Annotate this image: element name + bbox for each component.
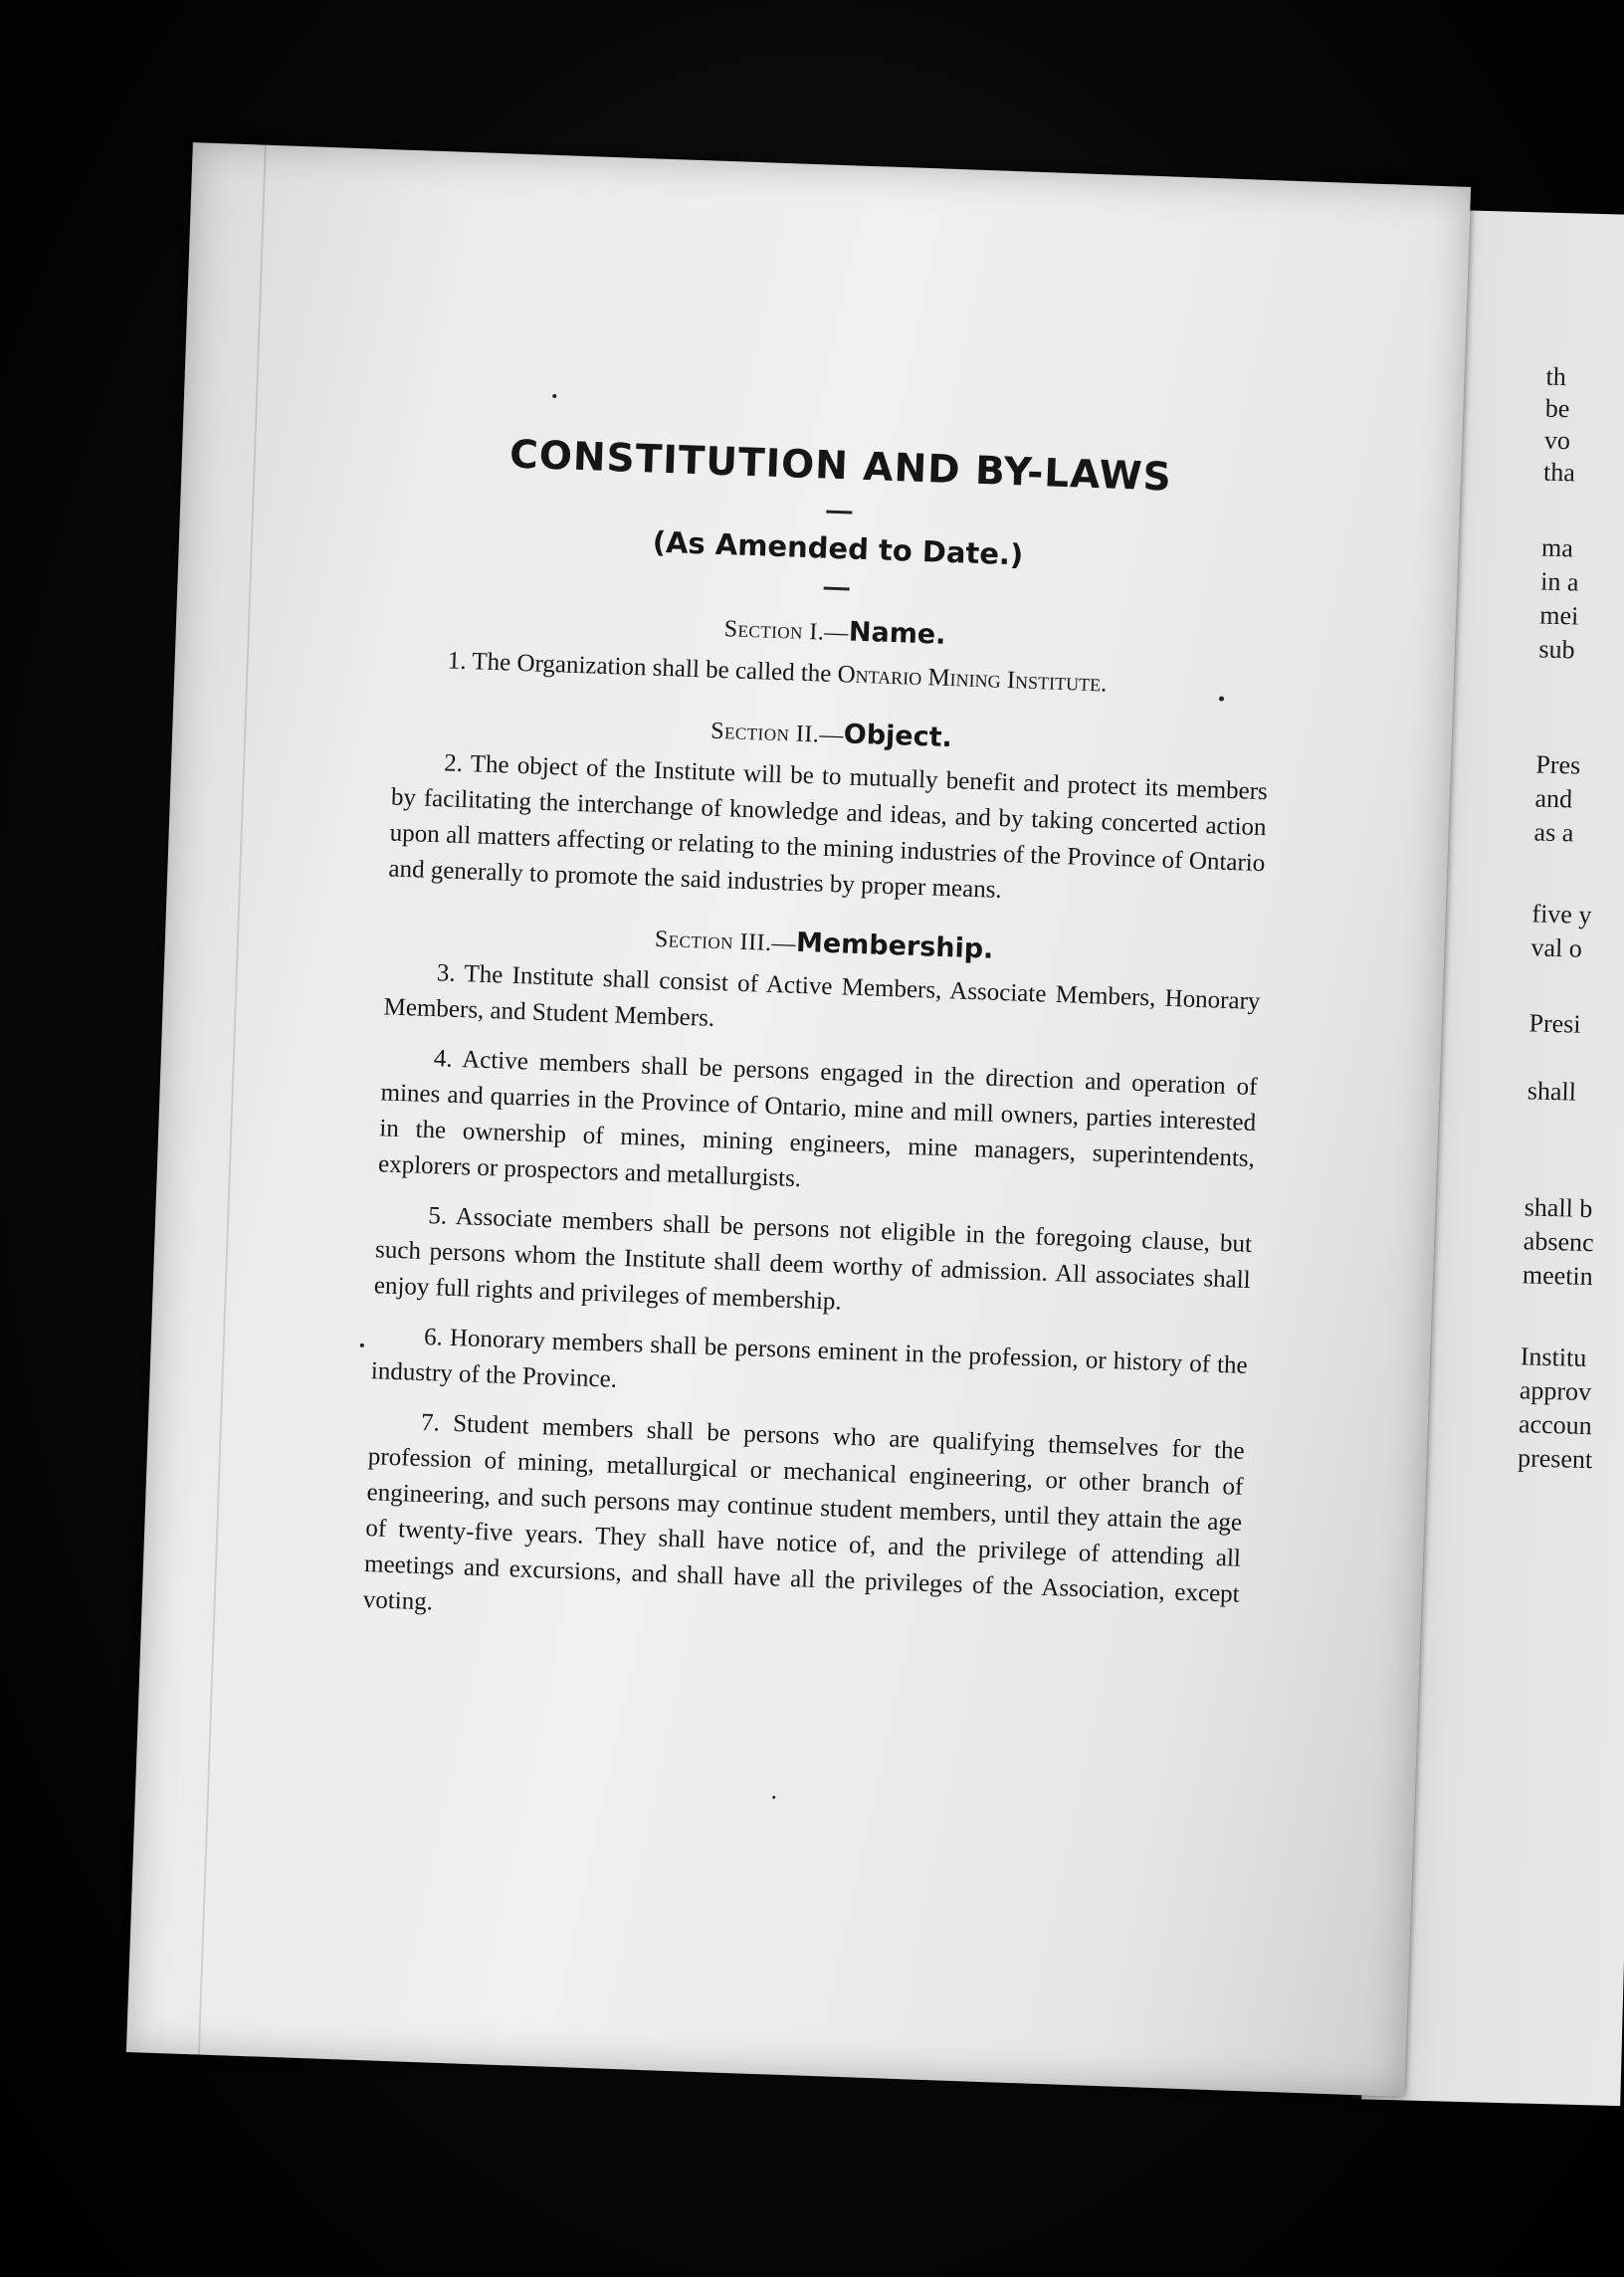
facing-page-fragment: as a: [1533, 817, 1574, 848]
document-subtitle: (As Amended to Date.): [652, 524, 1024, 572]
facing-page-fragment: sub: [1538, 634, 1575, 665]
facing-page-fragment: Institu: [1520, 1342, 1587, 1373]
facing-page-fragment: mei: [1538, 600, 1579, 631]
section-label: Section II.—: [710, 718, 845, 749]
facing-page-fragment: Pres: [1535, 749, 1581, 780]
facing-page-fragment: accoun: [1518, 1409, 1593, 1441]
facing-page-fragment: val o: [1530, 932, 1583, 963]
facing-page-fragment: in a: [1539, 566, 1579, 597]
dust-speck: [360, 1344, 364, 1347]
paragraph-number: 2.: [443, 749, 464, 777]
paragraph: [388, 744, 1268, 919]
dust-speck: [552, 394, 556, 398]
facing-page-fragment: be: [1544, 393, 1570, 424]
title-divider: [826, 511, 852, 515]
paragraph-number: 6.: [423, 1324, 444, 1351]
section-label: Section I.—: [723, 616, 850, 647]
document-page: [126, 142, 1471, 2097]
paragraph: [373, 1196, 1252, 1335]
paragraph-text: Student members shall be persons who are qualifying themselves for the profession of mining, metallurgical or mechanical engineering, or other branch of engineering, and such persons may continue student members, until they attain the age of twenty-five years. They shall have notice of, and the privilege of attending all meetings and excursions, and shall have all the privileges of the Association, except voting.: [362, 1409, 1246, 1616]
organization-name: Ontario Mining Institute: [837, 661, 1102, 698]
paragraph-number: 4.: [433, 1045, 454, 1073]
facing-page-fragment: meetin: [1522, 1260, 1594, 1292]
facing-page-fragment: present: [1517, 1443, 1593, 1475]
facing-page-fragment: shall b: [1523, 1192, 1593, 1224]
facing-page-fragment: five y: [1531, 899, 1592, 930]
page-edge: [198, 145, 267, 2055]
section-label: Section III.—: [654, 926, 797, 957]
paragraph-text: The Organization shall be called the: [466, 648, 839, 689]
paragraph-text: The object of the Institute will be to mutually benefit and protect its members by facilitating the interchange of knowledge and ideas, and by taking concerted action upon all matters affecting or relating to the mining industries of the Province of Ontario and generally to promote the said industries by proper means.: [388, 750, 1269, 904]
document-title: CONSTITUTION AND BY-LAWS: [508, 432, 1173, 501]
paragraph-number: 1.: [447, 647, 468, 676]
paragraph: [370, 1318, 1248, 1420]
facing-page-fragment: tha: [1542, 457, 1576, 488]
paragraph-text: Honorary members shall be persons eminent in the profession, or history of the industry of the Province.: [370, 1324, 1249, 1393]
facing-page-fragment: ma: [1540, 532, 1574, 563]
paragraph-text: The Institute shall consist of Active Members, Associate Members, Honorary Members, and Student Members.: [383, 959, 1261, 1032]
paragraph-text: .: [1100, 670, 1108, 698]
paragraph-number: 3.: [436, 959, 457, 987]
paragraph-text: Active members shall be persons engaged in the direction and operation of mines and quarries in the Province of Ontario, mine and mill owners, parties interested in the ownership of mines, mining engineers, mine managers, superintendents, explorers or prospectors and metallurgists.: [377, 1045, 1258, 1193]
facing-page-fragment: Presi: [1528, 1008, 1581, 1039]
paragraph-number: 7.: [420, 1408, 441, 1437]
section-name: Membership.: [795, 927, 994, 965]
paragraph-number: 5.: [427, 1202, 448, 1230]
dust-speck: [772, 1795, 775, 1798]
paragraph: [378, 1039, 1258, 1213]
subtitle-divider: [824, 587, 850, 591]
facing-page-fragment: and: [1534, 783, 1573, 814]
facing-page-fragment: absenc: [1522, 1226, 1595, 1258]
facing-page-fragment: approv: [1519, 1375, 1592, 1407]
facing-page-fragment: vo: [1543, 425, 1571, 456]
facing-page-fragment: shall: [1526, 1076, 1577, 1107]
paragraph-text: Associate members shall be persons not eligible in the foregoing clause, but such persons whom the Institute shall deem worthy of admission. All associates shall enjoy full rights and privileges of membership.: [373, 1202, 1253, 1316]
section-name: Name.: [848, 616, 946, 651]
facing-page-fragment: th: [1545, 361, 1567, 392]
paragraph: [362, 1403, 1245, 1649]
document-body: [362, 429, 1280, 1663]
section-name: Object.: [843, 719, 953, 754]
